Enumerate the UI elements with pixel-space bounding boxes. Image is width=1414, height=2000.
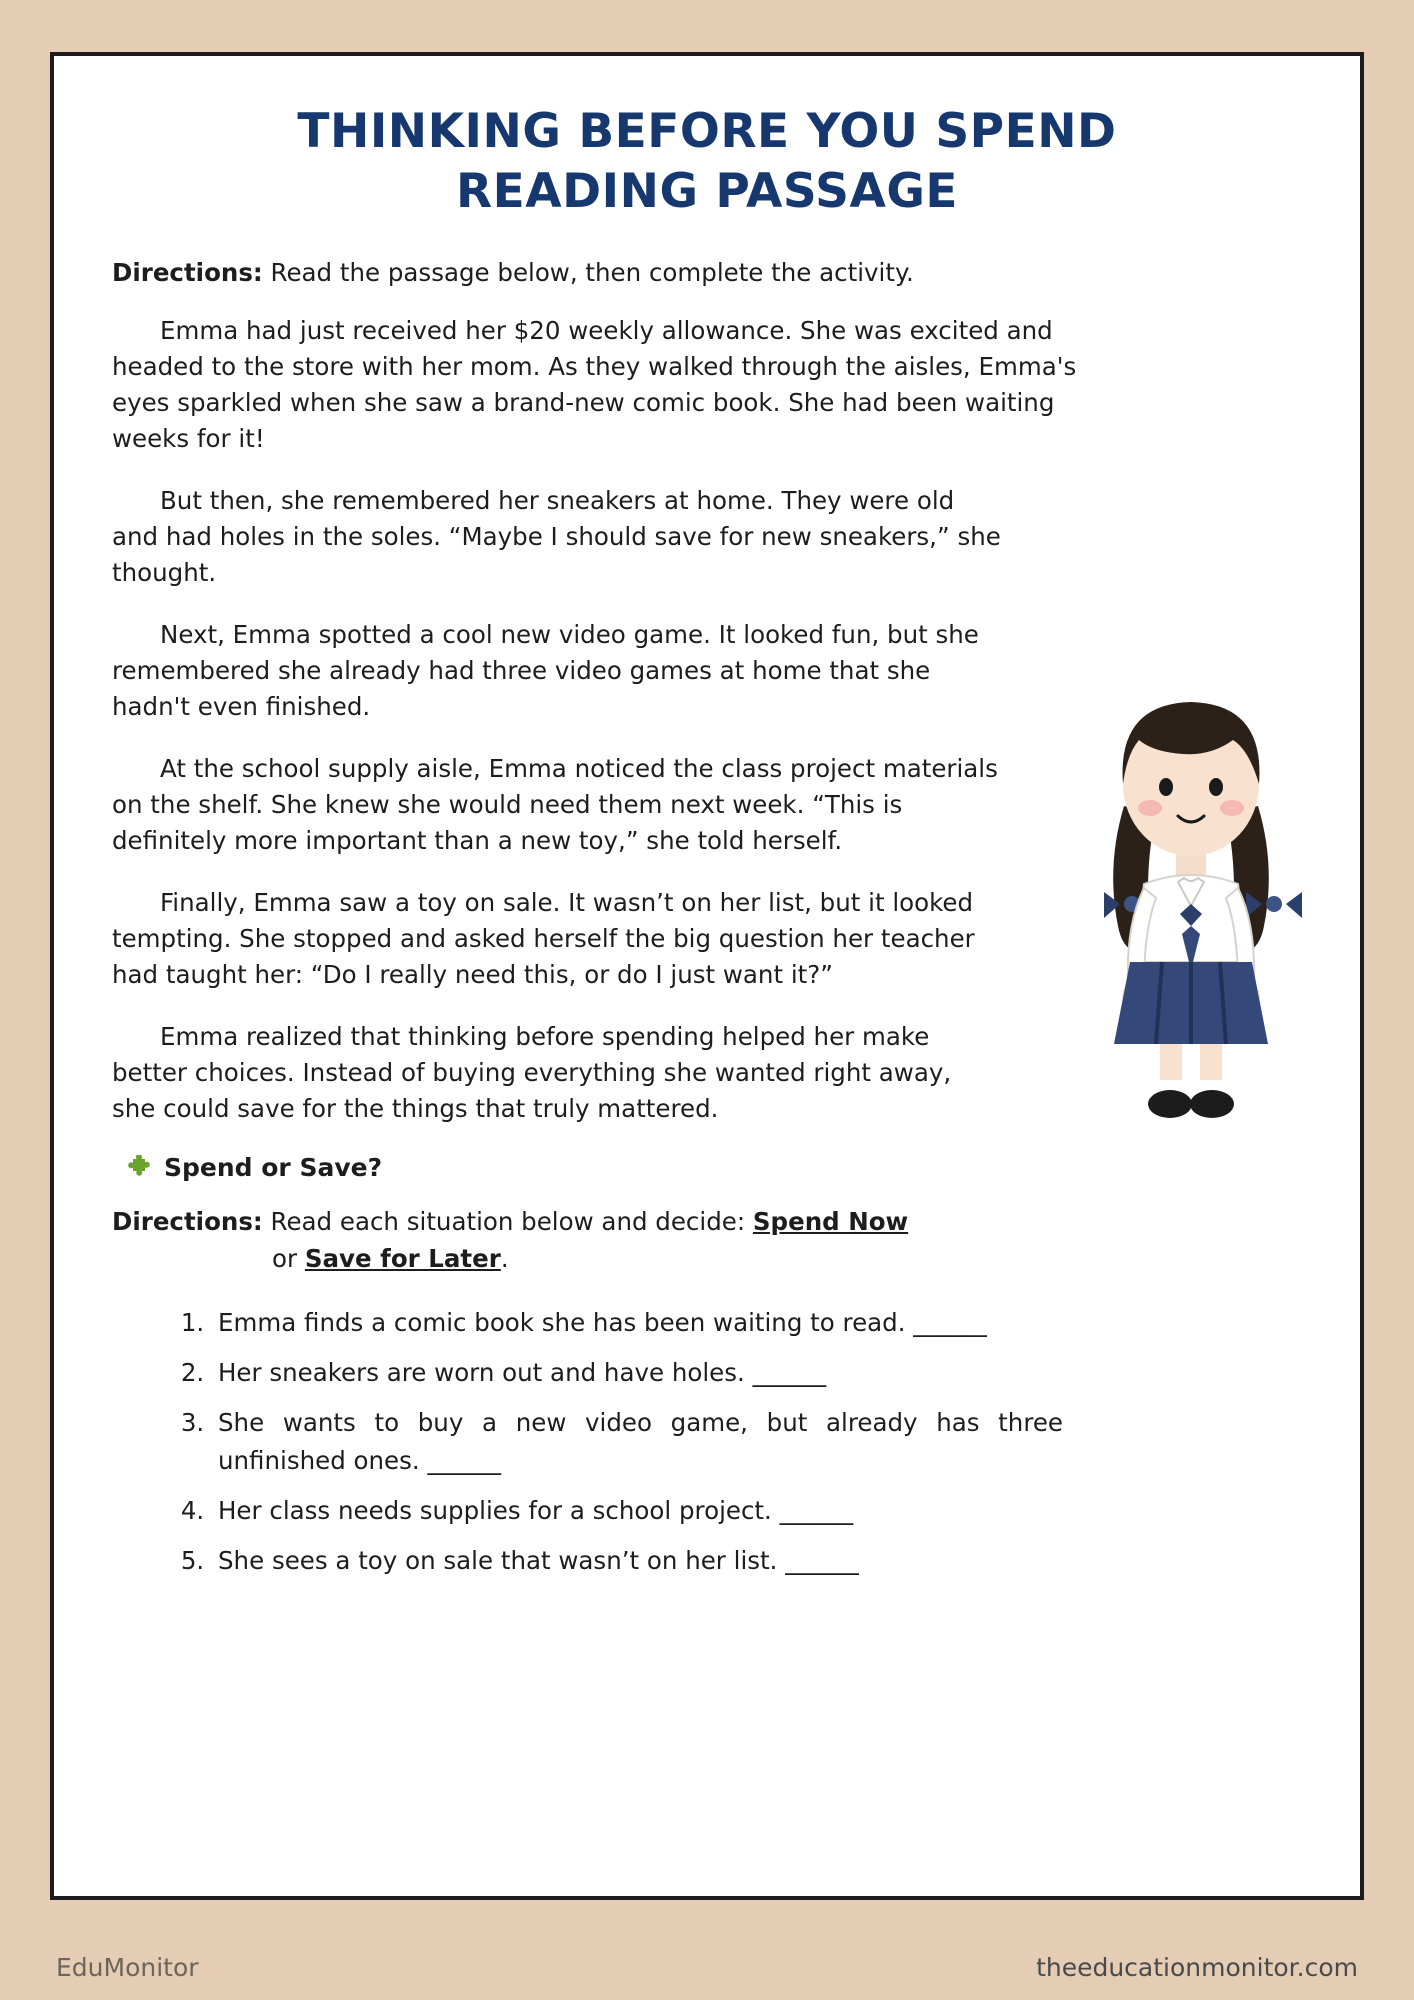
passage-paragraph-5: Finally, Emma saw a toy on sale. It wasn’t on her list, but it looked tempting. She stopped and asked herself the big question her teacher had taught her: “Do I really need this, or do I just want it?”	[112, 888, 975, 990]
directions-activity	[112, 1204, 1302, 1278]
list-item[interactable]: 4. Her class needs supplies for a school project. ______	[212, 1492, 1302, 1529]
activity-directions-label: Directions:	[112, 1207, 263, 1237]
passage-paragraph-6: Emma realized that thinking before spending helped her make better choices. Instead of buying everything she wanted right away, she could save for the things that truly mattered.	[112, 1022, 952, 1124]
activity-directions-end: .	[500, 1244, 509, 1274]
question-list	[112, 1304, 1302, 1579]
page-title-line-1: THINKING BEFORE YOU SPEND	[297, 104, 1117, 159]
list-item[interactable]: 1. Emma finds a comic book she has been waiting to read. ______	[212, 1304, 1302, 1341]
passage-paragraph-3: Next, Emma spotted a cool new video game. It looked fun, but she remembered she already had three video games at home that she hadn't even finished.	[112, 620, 979, 722]
schoolgirl-illustration	[1066, 656, 1316, 1126]
list-item[interactable]: 2. Her sneakers are worn out and have holes. ______	[212, 1354, 1302, 1391]
page-title-line-2: READING PASSAGE	[455, 164, 959, 220]
passage-paragraph-4: At the school supply aisle, Emma noticed the class project materials on the shelf. She knew she would need them next week. “This is definitely more important than a new toy,” she told herself.	[112, 754, 998, 856]
activity-directions-conjunction: or	[272, 1244, 305, 1274]
directions-primary	[112, 258, 1302, 287]
activity-heading	[112, 1153, 1302, 1182]
activity-directions-second-line	[112, 1241, 1302, 1278]
list-item[interactable]: 3. She wants to buy a new video game, but already has three unfinished ones. ______	[212, 1404, 1063, 1478]
activity-directions-text: Read each situation below and decide:	[262, 1207, 753, 1237]
page-title	[112, 102, 1302, 222]
list-item[interactable]: 5. She sees a toy on sale that wasn’t on her list. ______	[212, 1542, 1302, 1579]
footer-brand: EduMonitor	[56, 1953, 199, 1982]
worksheet-content	[54, 56, 1360, 1896]
activity-heading-label: Spend or Save?	[164, 1153, 383, 1183]
directions-text: Read the passage below, then complete the activity.	[262, 258, 914, 288]
worksheet-sheet	[50, 52, 1364, 1900]
option-save-for-later: Save for Later	[304, 1244, 501, 1274]
passage-paragraph-2: But then, she remembered her sneakers at home. They were old and had holes in the soles. “Maybe I should save for new sneakers,” she thought.	[112, 486, 1001, 588]
page-footer	[56, 1953, 1358, 1982]
passage-paragraph-1: Emma had just received her $20 weekly allowance. She was excited and headed to the store with her mom. As they walked through the aisles, Emma's eyes sparkled when she saw a brand-new comic book. She had been waiting weeks for it!	[112, 316, 1077, 454]
option-spend-now: Spend Now	[752, 1207, 909, 1237]
directions-label: Directions:	[112, 258, 263, 288]
footer-website: theeducationmonitor.com	[1036, 1953, 1358, 1982]
puzzle-piece-icon	[126, 1155, 152, 1181]
